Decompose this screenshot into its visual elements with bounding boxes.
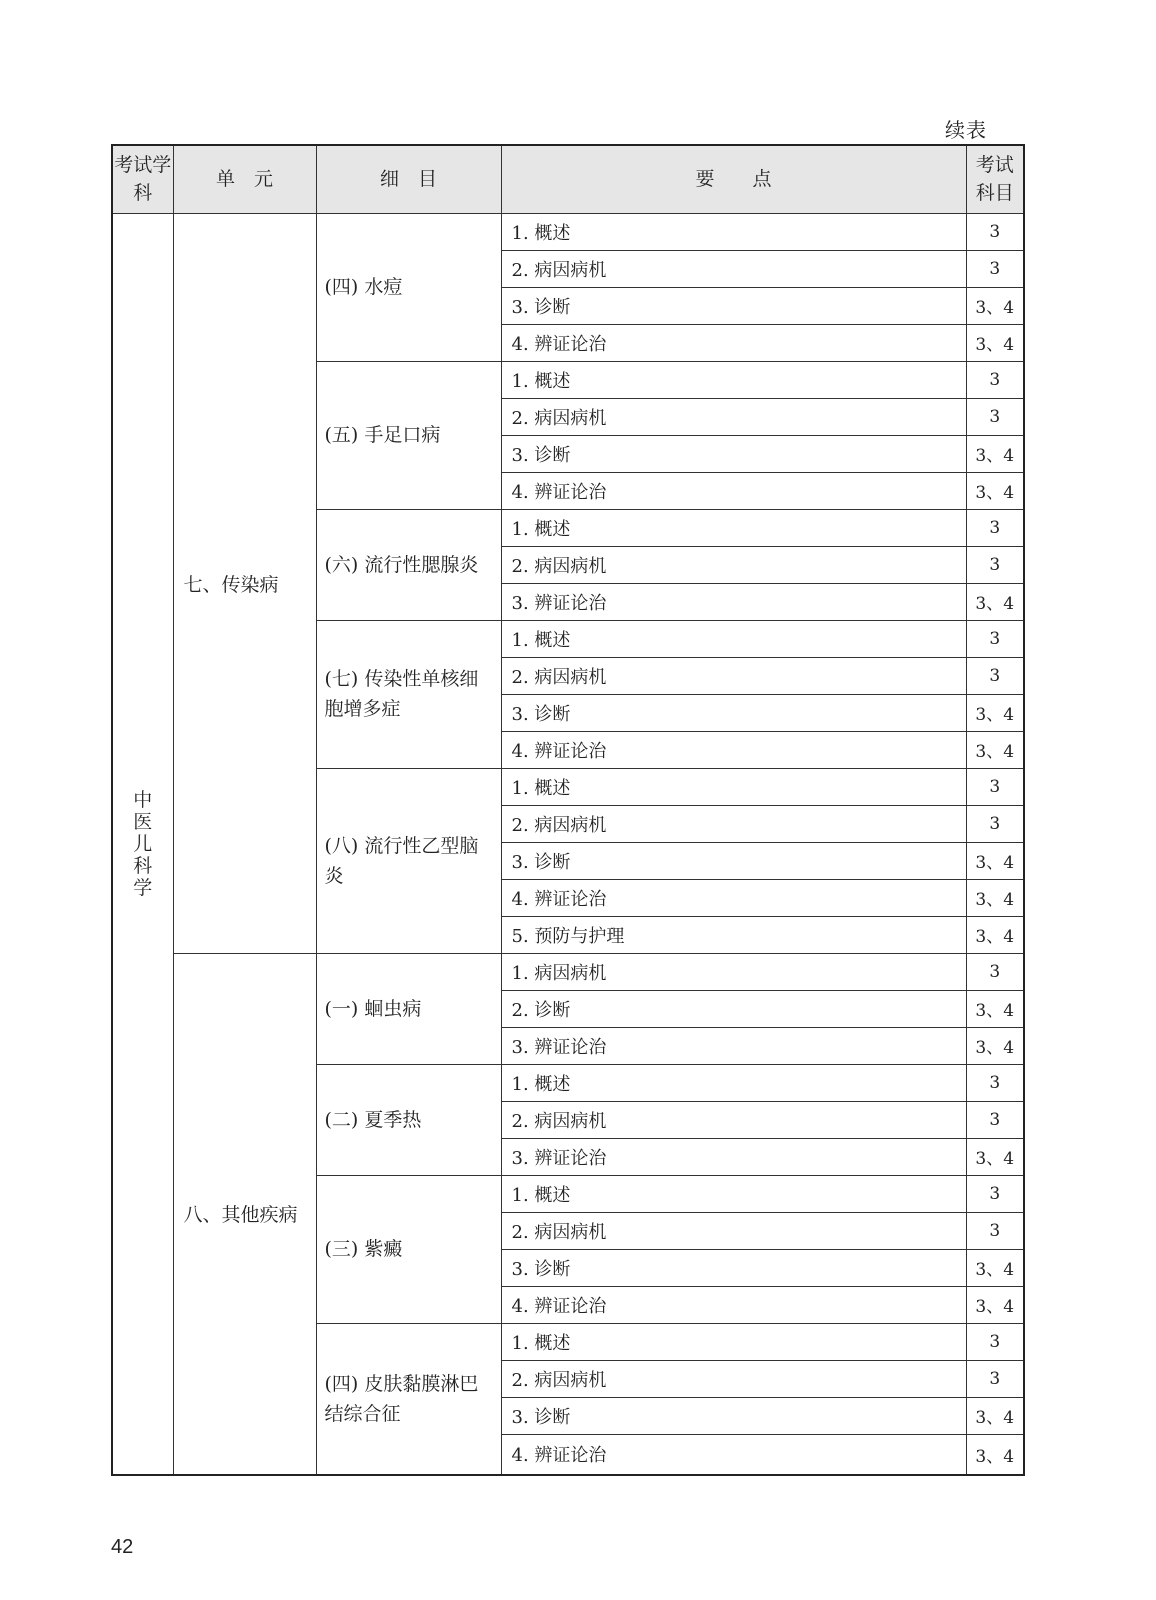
table-body [112,213,1024,1475]
item-cell: (三) 紫癜 [316,1175,501,1323]
point-cell: 1. 病因病机 [501,953,966,990]
code-cell: 3 [966,250,1024,287]
code-cell: 3、4 [966,1434,1024,1475]
item-cell: (六) 流行性腮腺炎 [316,509,501,620]
code-cell: 3、4 [966,694,1024,731]
code-cell: 3 [966,1175,1024,1212]
unit-cell: 八、其他疾病 [173,953,316,1475]
code-cell: 3 [966,398,1024,435]
point-cell: 1. 概述 [501,1323,966,1360]
code-cell: 3、4 [966,472,1024,509]
point-cell: 4. 辨证论治 [501,1434,966,1475]
point-cell: 2. 病因病机 [501,657,966,694]
point-cell: 3. 诊断 [501,1249,966,1286]
point-cell: 4. 辨证论治 [501,1286,966,1323]
code-cell: 3、4 [966,435,1024,472]
point-cell: 2. 病因病机 [501,1360,966,1397]
code-cell: 3 [966,213,1024,250]
table-row [112,953,1024,990]
point-cell: 3. 诊断 [501,287,966,324]
code-cell: 3 [966,1212,1024,1249]
code-cell: 3 [966,1360,1024,1397]
code-cell: 3、4 [966,842,1024,879]
code-cell: 3、4 [966,287,1024,324]
code-cell: 3 [966,1323,1024,1360]
point-cell: 4. 辨证论治 [501,731,966,768]
item-cell: (四) 水痘 [316,213,501,361]
table-header-row [112,145,1024,213]
code-cell: 3、4 [966,990,1024,1027]
point-cell: 4. 辨证论治 [501,472,966,509]
point-cell: 3. 辨证论治 [501,583,966,620]
code-cell: 3、4 [966,583,1024,620]
point-cell: 2. 病因病机 [501,250,966,287]
code-cell: 3、4 [966,916,1024,953]
point-cell: 2. 病因病机 [501,805,966,842]
item-cell: (五) 手足口病 [316,361,501,509]
code-cell: 3、4 [966,324,1024,361]
table-row [112,213,1024,250]
point-cell: 1. 概述 [501,768,966,805]
point-cell: 3. 诊断 [501,435,966,472]
point-cell: 2. 病因病机 [501,1212,966,1249]
code-cell: 3、4 [966,1286,1024,1323]
header-item: 细 目 [316,145,501,213]
point-cell: 4. 辨证论治 [501,879,966,916]
code-cell: 3 [966,953,1024,990]
page-number: 42 [111,1536,134,1558]
code-cell: 3 [966,546,1024,583]
code-cell: 3 [966,768,1024,805]
code-cell: 3 [966,1064,1024,1101]
item-cell: (四) 皮肤黏膜淋巴结综合征 [316,1323,501,1475]
code-cell: 3、4 [966,879,1024,916]
header-point: 要 点 [501,145,966,213]
point-cell: 1. 概述 [501,213,966,250]
point-cell: 2. 病因病机 [501,1101,966,1138]
header-code: 考试科目 [966,145,1024,213]
point-cell: 1. 概述 [501,620,966,657]
point-cell: 2. 诊断 [501,990,966,1027]
point-cell: 2. 病因病机 [501,398,966,435]
point-cell: 4. 辨证论治 [501,324,966,361]
item-cell: (七) 传染性单核细胞增多症 [316,620,501,768]
point-cell: 3. 诊断 [501,694,966,731]
code-cell: 3 [966,620,1024,657]
code-cell: 3、4 [966,1249,1024,1286]
unit-cell: 七、传染病 [173,213,316,953]
point-cell: 3. 辨证论治 [501,1027,966,1064]
subject-cell [112,213,173,1475]
code-cell: 3、4 [966,731,1024,768]
item-cell: (八) 流行性乙型脑炎 [316,768,501,953]
point-cell: 3. 诊断 [501,1397,966,1434]
code-cell: 3、4 [966,1138,1024,1175]
point-cell: 2. 病因病机 [501,546,966,583]
item-cell: (二) 夏季热 [316,1064,501,1175]
point-cell: 3. 辨证论治 [501,1138,966,1175]
point-cell: 1. 概述 [501,509,966,546]
point-cell: 3. 诊断 [501,842,966,879]
point-cell: 1. 概述 [501,361,966,398]
code-cell: 3 [966,657,1024,694]
point-cell: 1. 概述 [501,1175,966,1212]
continued-label: 续表 [945,118,987,142]
header-unit: 单 元 [173,145,316,213]
header-subject: 考试学科 [112,145,173,213]
code-cell: 3、4 [966,1027,1024,1064]
point-cell: 5. 预防与护理 [501,916,966,953]
code-cell: 3 [966,361,1024,398]
code-cell: 3 [966,509,1024,546]
subject-label: 中医儿科学 [133,788,153,899]
syllabus-table [111,144,1025,1476]
code-cell: 3 [966,805,1024,842]
point-cell: 1. 概述 [501,1064,966,1101]
item-cell: (一) 蛔虫病 [316,953,501,1064]
code-cell: 3、4 [966,1397,1024,1434]
code-cell: 3 [966,1101,1024,1138]
